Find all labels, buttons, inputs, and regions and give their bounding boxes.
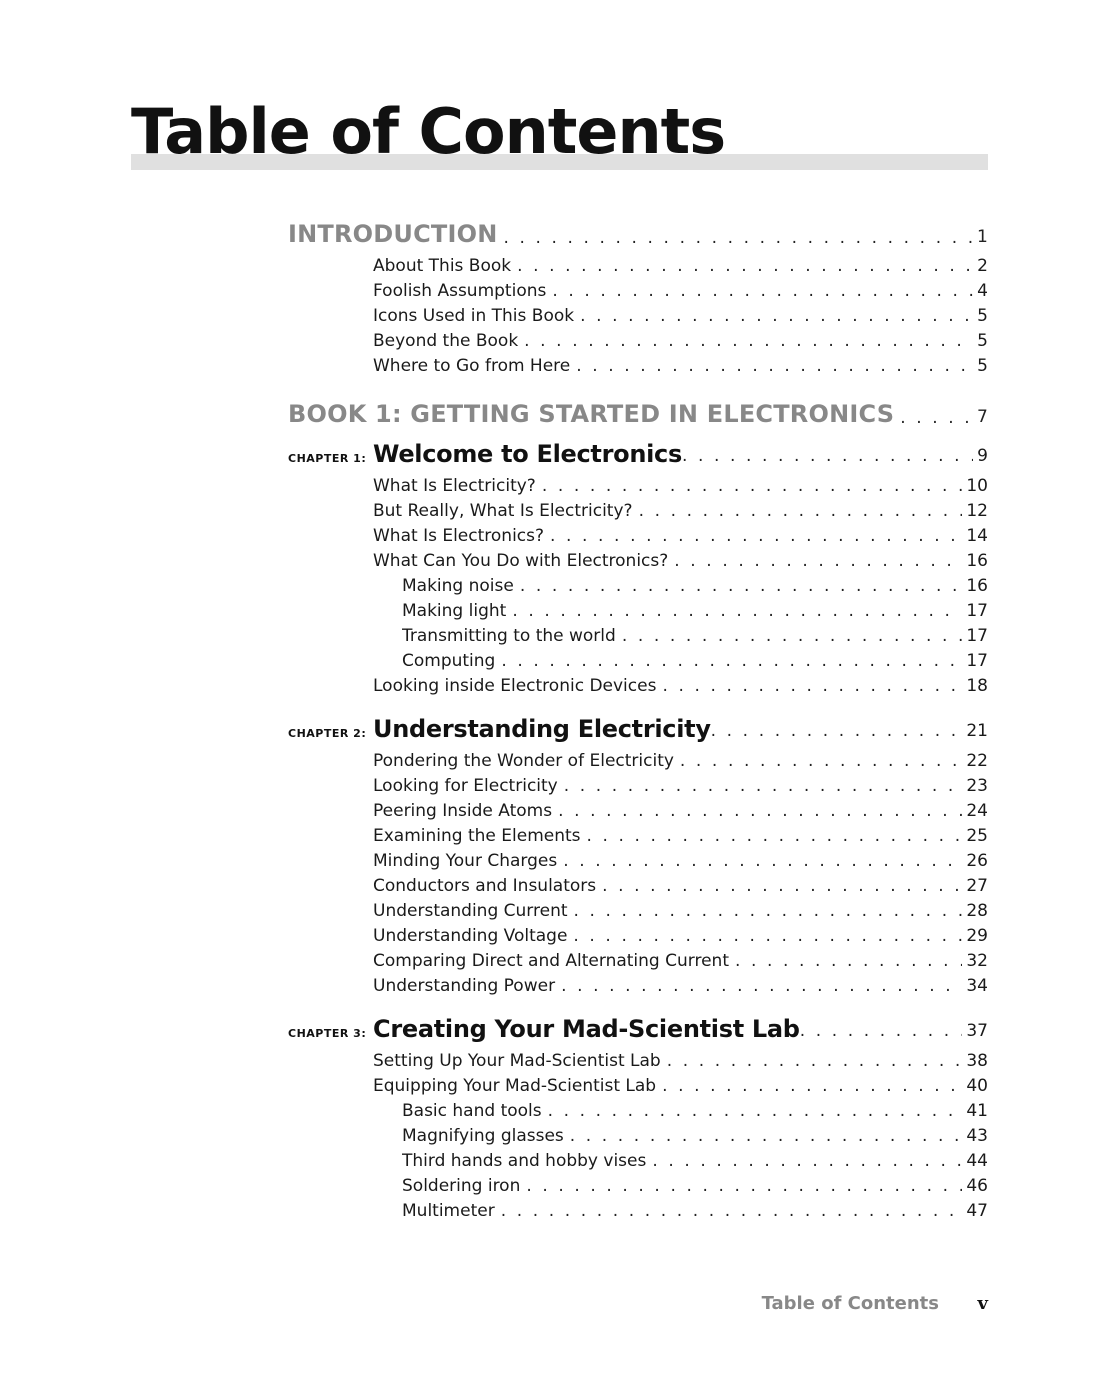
entry-page: 5 (977, 356, 988, 376)
entry-text: Conductors and Insulators (373, 876, 597, 896)
entry-page: 22 (966, 751, 988, 771)
dot-leader (524, 330, 973, 352)
entry-page: 43 (966, 1126, 988, 1146)
entry-page: 27 (966, 876, 988, 896)
entry-page: 2 (977, 256, 988, 276)
dot-leader (503, 228, 972, 248)
dot-leader (526, 1175, 962, 1197)
toc-entry[interactable] (373, 1073, 988, 1097)
dot-leader (520, 575, 963, 597)
entry-page: 29 (966, 926, 988, 946)
entry-page: 17 (966, 651, 988, 671)
dot-leader (800, 1021, 963, 1044)
dot-leader (602, 875, 962, 897)
entry-page: 23 (966, 776, 988, 796)
toc-entry[interactable] (373, 353, 988, 377)
toc-subentry[interactable] (402, 1123, 988, 1147)
dot-leader (680, 750, 962, 772)
entry-text: Third hands and hobby vises (402, 1151, 647, 1171)
dot-leader (735, 950, 962, 972)
entry-text: Peering Inside Atoms (373, 801, 553, 821)
toc-entry[interactable] (373, 948, 988, 972)
dot-leader (501, 1200, 963, 1222)
toc-section-book-1[interactable] (288, 398, 988, 428)
entry-text: About This Book (373, 256, 512, 276)
section-label: INTRODUCTION (288, 220, 498, 248)
dot-leader (587, 825, 963, 847)
dot-leader (667, 1050, 963, 1072)
footer-title: Table of Contents (761, 1293, 939, 1314)
dot-leader (548, 1100, 963, 1122)
entry-page: 25 (966, 826, 988, 846)
entry-page: 12 (966, 501, 988, 521)
toc-subentry[interactable] (402, 573, 988, 597)
dot-leader (662, 1075, 962, 1097)
dot-leader (561, 975, 962, 997)
toc-subentry[interactable] (402, 623, 988, 647)
toc-entry[interactable] (373, 303, 988, 327)
entry-text: Minding Your Charges (373, 851, 558, 871)
dot-leader (573, 925, 962, 947)
toc-subentry[interactable] (402, 1148, 988, 1172)
toc-entry[interactable] (373, 498, 988, 522)
page-footer (0, 1293, 1106, 1319)
entry-text: Comparing Direct and Alternating Current (373, 951, 729, 971)
footer-page-number: v (977, 1293, 988, 1314)
dot-leader (552, 280, 973, 302)
toc-subentry[interactable] (402, 648, 988, 672)
dot-leader (662, 675, 962, 697)
chapter-label: CHAPTER 1: (288, 452, 367, 465)
section-label: BOOK 1: GETTING STARTED IN ELECTRONICS (288, 400, 895, 428)
entry-page: 5 (977, 306, 988, 326)
entry-page: 10 (966, 476, 988, 496)
toc-section-introduction[interactable] (288, 218, 988, 248)
entry-text: Understanding Power (373, 976, 556, 996)
toc-subentry[interactable] (402, 598, 988, 622)
dot-leader (639, 500, 963, 522)
entry-text: Pondering the Wonder of Electricity (373, 751, 674, 771)
entry-page: 26 (966, 851, 988, 871)
toc-entry[interactable] (373, 898, 988, 922)
toc-entry[interactable] (373, 548, 988, 572)
dot-leader (501, 650, 962, 672)
entry-text: Basic hand tools (402, 1101, 542, 1121)
entry-page: 38 (966, 1051, 988, 1071)
entry-page: 46 (966, 1176, 988, 1196)
toc-entry[interactable] (373, 973, 988, 997)
entry-page: 40 (966, 1076, 988, 1096)
chapter-label: CHAPTER 2: (288, 727, 367, 740)
dot-leader (512, 600, 962, 622)
toc-entry[interactable] (373, 253, 988, 277)
entry-text: Looking inside Electronic Devices (373, 676, 657, 696)
entry-text: Soldering iron (402, 1176, 521, 1196)
toc-entry[interactable] (373, 278, 988, 302)
entry-text: Understanding Current (373, 901, 568, 921)
chapter-page: 21 (966, 721, 988, 741)
entry-page: 34 (966, 976, 988, 996)
dot-leader (574, 900, 963, 922)
dot-leader (558, 800, 962, 822)
page-header (131, 92, 988, 172)
entry-text: Setting Up Your Mad-Scientist Lab (373, 1051, 661, 1071)
toc-chapter-2[interactable] (0, 712, 1106, 744)
toc-entry[interactable] (373, 673, 988, 697)
entry-page: 24 (966, 801, 988, 821)
dot-leader (711, 721, 963, 744)
entry-page: 28 (966, 901, 988, 921)
entry-page: 44 (966, 1151, 988, 1171)
entry-text: Beyond the Book (373, 331, 519, 351)
toc-subentry[interactable] (402, 1198, 988, 1222)
entry-text: Where to Go from Here (373, 356, 571, 376)
toc-entry[interactable] (373, 823, 988, 847)
toc-entry[interactable] (373, 328, 988, 352)
dot-leader (580, 305, 973, 327)
entry-page: 41 (966, 1101, 988, 1121)
entry-page: 17 (966, 601, 988, 621)
toc-subentry[interactable] (402, 1173, 988, 1197)
chapter-title: Understanding Electricity (373, 715, 711, 743)
entry-page: 18 (966, 676, 988, 696)
toc-entry[interactable] (373, 848, 988, 872)
entry-page: 32 (966, 951, 988, 971)
dot-leader (682, 446, 973, 469)
dot-leader (550, 525, 962, 547)
entry-text: Multimeter (402, 1201, 495, 1221)
toc-entry[interactable] (373, 798, 988, 822)
toc-chapter-1[interactable] (0, 437, 1106, 469)
toc-entry[interactable] (373, 473, 988, 497)
entry-text: Making light (402, 601, 507, 621)
entry-text: Making noise (402, 576, 514, 596)
chapter-title: Creating Your Mad-Scientist Lab (373, 1015, 800, 1043)
dot-leader (900, 408, 973, 428)
section-page: 7 (976, 407, 988, 427)
toc-entry[interactable] (373, 1048, 988, 1072)
entry-text: What Is Electronics? (373, 526, 545, 546)
toc-entry[interactable] (373, 873, 988, 897)
entry-text: Icons Used in This Book (373, 306, 575, 326)
entry-text: Transmitting to the world (402, 626, 616, 646)
dot-leader (517, 255, 973, 277)
entry-text: But Really, What Is Electricity? (373, 501, 633, 521)
entry-text: What Can You Do with Electronics? (373, 551, 669, 571)
dot-leader (652, 1150, 962, 1172)
chapter-page: 37 (966, 1021, 988, 1041)
entry-text: Understanding Voltage (373, 926, 568, 946)
chapter-title: Welcome to Electronics (373, 440, 682, 468)
entry-text: Foolish Assumptions (373, 281, 547, 301)
dot-leader (563, 850, 962, 872)
toc-entry[interactable] (373, 523, 988, 547)
entry-page: 47 (966, 1201, 988, 1221)
dot-leader (542, 475, 963, 497)
toc-entry[interactable] (373, 923, 988, 947)
toc-entry[interactable] (373, 748, 988, 772)
entry-text: Examining the Elements (373, 826, 581, 846)
section-page: 1 (976, 227, 988, 247)
entry-text: Magnifying glasses (402, 1126, 564, 1146)
chapter-label: CHAPTER 3: (288, 1027, 367, 1040)
dot-leader (570, 1125, 963, 1147)
chapter-page: 9 (977, 446, 988, 466)
entry-page: 14 (966, 526, 988, 546)
entry-page: 16 (966, 551, 988, 571)
dot-leader (564, 775, 963, 797)
toc-chapter-3[interactable] (0, 1012, 1106, 1044)
toc-entry[interactable] (373, 773, 988, 797)
entry-text: Equipping Your Mad-Scientist Lab (373, 1076, 657, 1096)
entry-text: Computing (402, 651, 496, 671)
entry-text: Looking for Electricity (373, 776, 558, 796)
entry-page: 5 (977, 331, 988, 351)
entry-page: 17 (966, 626, 988, 646)
dot-leader (622, 625, 963, 647)
toc-subentry[interactable] (402, 1098, 988, 1122)
dot-leader (674, 550, 962, 572)
page-title: Table of Contents (131, 95, 726, 168)
entry-text: What Is Electricity? (373, 476, 536, 496)
dot-leader (576, 355, 973, 377)
entry-page: 16 (966, 576, 988, 596)
entry-page: 4 (977, 281, 988, 301)
